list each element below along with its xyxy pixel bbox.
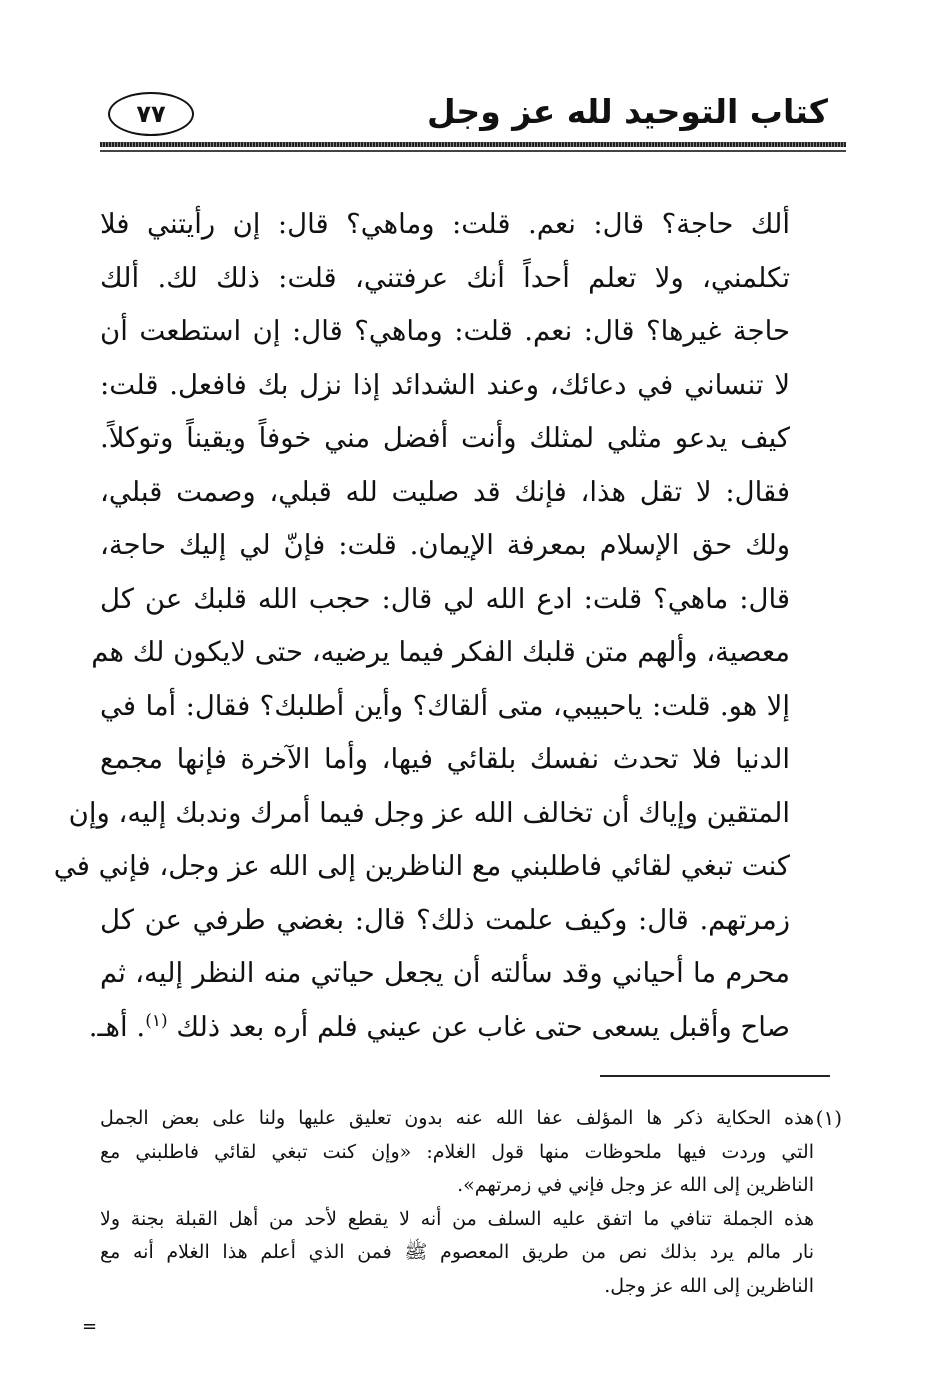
text-line: الدنيا فلا تحدث نفسك بلقائي فيها، وأما الآخرة فإنها مجمع bbox=[100, 743, 790, 775]
text-line: كنت تبغي لقائي فاطلبني مع الناظرين إلى الله عز وجل، فإني في bbox=[53, 850, 790, 882]
footnote-divider bbox=[600, 1075, 830, 1077]
text-line: تكلمني، ولا تعلم أحداً أنك عرفتني، قلت: ذلك لك. ألك bbox=[100, 261, 790, 294]
text-line: ولك حق الإسلام بمعرفة الإيمان. قلت: فإنّ لي إليك حاجة، bbox=[100, 529, 790, 561]
text-line: لا تنساني في دعائك، وعند الشدائد إذا نزل بك فافعل. قلت: bbox=[100, 368, 790, 401]
page-number-badge bbox=[108, 92, 194, 136]
text-line: ألك حاجة؟ قال: نعم. قلت: وماهي؟ قال: إن رأيتني فلا bbox=[100, 208, 790, 240]
main-text bbox=[53, 198, 790, 1054]
book-title: كتاب التوحيد لله عز وجل bbox=[426, 92, 828, 131]
text-line: فقال: لا تقل هذا، فإنك قد صليت لله قبلي، وصمت قبلي، bbox=[100, 475, 790, 508]
footnote-line: التي وردت فيها ملحوظات منها قول الغلام: «وإن كنت تبغي لقائي فاطلبني مع bbox=[100, 1140, 814, 1163]
header-rule-thick bbox=[100, 142, 846, 147]
footnote-text bbox=[100, 1102, 814, 1303]
footnote-line: الناظرين إلى الله عز وجل فإني في زمرتهم». bbox=[457, 1174, 814, 1196]
text-line: حاجة غيرها؟ قال: نعم. قلت: وماهي؟ قال: إن استطعت أن bbox=[100, 315, 790, 347]
page-number: ٧٧ bbox=[136, 100, 166, 128]
text-line: المتقين وإياك أن تخالف الله عز وجل فيما أمرك وندبك إليه، وإن bbox=[68, 796, 790, 829]
footnote-line: هذه الحكاية ذكر ها المؤلف عفا الله عنه بدون تعليق عليها ولنا على بعض الجمل bbox=[100, 1107, 814, 1129]
last-line-text: صاح وأقبل يسعى حتى غاب عن عيني فلم أره بعد ذلك bbox=[176, 1010, 790, 1043]
text-line-last bbox=[88, 1001, 790, 1055]
text-line: محرم ما أحياني وقد سألته أن يجعل حياتي منه النظر إليه، ثم bbox=[100, 957, 790, 989]
text-line: إلا هو. قلت: ياحبيبي، متى ألقاك؟ وأين أطلبك؟ فقال: أما في bbox=[100, 689, 790, 722]
text-line: زمرتهم. قال: وكيف علمت ذلك؟ قال: بغضي طرفي عن كل bbox=[100, 903, 790, 936]
footnote-line: الناظرين إلى الله عز وجل. bbox=[604, 1274, 814, 1297]
header-rule-thin bbox=[100, 150, 846, 152]
footnote-reference[interactable]: (١) bbox=[145, 1010, 168, 1031]
footnote-line: هذه الجملة تنافي ما اتفق عليه السلف من أنه لا يقطع لأحد من أهل القبلة بجنة ولا bbox=[100, 1207, 814, 1230]
text-line: كيف يدعو مثلي لمثلك وأنت أفضل مني خوفاً ويقيناً وتوكلاً. bbox=[100, 422, 790, 454]
footnote-marker: (١) bbox=[815, 1106, 842, 1130]
corner-mark: = bbox=[82, 1316, 98, 1337]
footnote-line: نار مالم يرد بذلك نص من طريق المعصوم ﷺ فمن الذي أعلم هذا الغلام أنه مع bbox=[100, 1241, 814, 1263]
text-line: معصية، وألهم متن قلبك الفكر فيما يرضيه، حتى لايكون لك هم bbox=[91, 636, 790, 668]
text-line: قال: ماهي؟ قلت: ادع الله لي قال: حجب الله قلبك عن كل bbox=[100, 582, 790, 615]
last-line-end: . أهـ. bbox=[88, 1010, 146, 1043]
